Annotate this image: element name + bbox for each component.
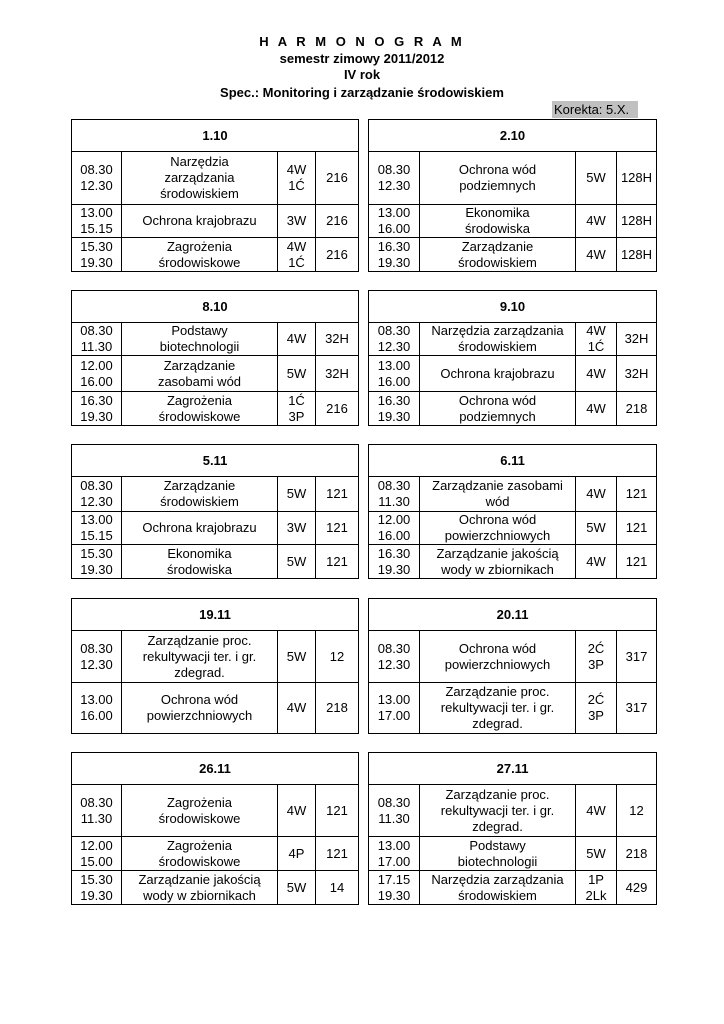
left-time: 08.30 12.30 [72,152,122,205]
left-date: 8.10 [72,291,359,323]
left-subject: Zarządzanie zasobami wód [122,356,278,392]
right-room: 32H [617,356,657,392]
left-time: 15.30 19.30 [72,238,122,272]
right-class-type: 4W [576,545,617,579]
schedule-table [71,290,657,426]
left-room: 121 [316,785,359,837]
left-class-type: 1Ć 3P [278,392,316,426]
right-room: 317 [617,683,657,734]
left-room: 121 [316,837,359,871]
left-room: 218 [316,683,359,734]
left-date: 5.11 [72,445,359,477]
left-class-type: 4W 1Ć [278,152,316,205]
right-class-type: 1P 2Lk [576,871,617,905]
right-class-type: 4W [576,356,617,392]
left-class-type: 3W [278,205,316,238]
correction-badge: Korekta: 5.X. [552,101,638,118]
left-room: 216 [316,205,359,238]
right-subject: Ochrona wód powierzchniowych [420,631,576,683]
right-subject: Ochrona wód powierzchniowych [420,512,576,545]
right-class-type: 4W [576,392,617,426]
right-class-type: 5W [576,512,617,545]
left-room: 121 [316,545,359,579]
left-subject: Narzędzia zarządzania środowiskiem [122,152,278,205]
year-line: IV rok [343,67,381,82]
right-room: 218 [617,837,657,871]
left-time: 08.30 11.30 [72,323,122,356]
left-class-type: 3W [278,512,316,545]
right-room: 121 [617,477,657,512]
left-subject: Zagrożenia środowiskowe [122,238,278,272]
right-subject: Ekonomika środowiska [420,205,576,238]
day-pair-block [71,598,656,734]
date-header-row [72,445,657,477]
right-subject: Narzędzia zarządzania środowiskiem [420,323,576,356]
date-header-row [72,753,657,785]
right-subject: Zarządzanie proc. rekultywacji ter. i gr. zdegrad. [420,785,576,837]
left-subject: Zagrożenia środowiskowe [122,785,278,837]
left-time: 13.00 15.15 [72,205,122,238]
right-time: 17.15 19.30 [369,871,420,905]
column-gap [359,753,369,905]
left-subject: Ochrona wód powierzchniowych [122,683,278,734]
right-room: 12 [617,785,657,837]
left-room: 14 [316,871,359,905]
right-time: 16.30 19.30 [369,238,420,272]
date-header-row [72,120,657,152]
left-room: 121 [316,512,359,545]
left-subject: Ekonomika środowiska [122,545,278,579]
left-class-type: 4P [278,837,316,871]
left-date: 19.11 [72,599,359,631]
day-pair-block [71,444,656,579]
day-pair-block [71,752,656,905]
left-room: 216 [316,392,359,426]
left-time: 15.30 19.30 [72,545,122,579]
left-subject: Zarządzanie jakością wody w zbiornikach [122,871,278,905]
left-room: 216 [316,238,359,272]
right-class-type: 4W [576,785,617,837]
schedule-table [71,444,657,579]
document-title: H A R M O N O G R A M [259,34,465,49]
left-room: 216 [316,152,359,205]
column-gap [359,445,369,579]
right-time: 16.30 19.30 [369,392,420,426]
right-class-type: 4W 1Ć [576,323,617,356]
left-class-type: 5W [278,871,316,905]
right-subject: Zarządzanie zasobami wód [420,477,576,512]
left-time: 16.30 19.30 [72,392,122,426]
right-subject: Zarządzanie proc. rekultywacji ter. i gr. zdegrad. [420,683,576,734]
left-time: 15.30 19.30 [72,871,122,905]
left-class-type: 5W [278,545,316,579]
specialization-line: Spec.: Monitoring i zarządzanie środowiskiem [220,85,504,100]
right-class-type: 2Ć 3P [576,631,617,683]
left-room: 121 [316,477,359,512]
date-header-row [72,291,657,323]
schedule-table [71,598,657,734]
right-class-type: 5W [576,152,617,205]
right-time: 16.30 19.30 [369,545,420,579]
right-room: 218 [617,392,657,426]
left-subject: Zarządzanie proc. rekultywacji ter. i gr. zdegrad. [122,631,278,683]
left-time: 08.30 12.30 [72,477,122,512]
right-date: 27.11 [369,753,657,785]
left-subject: Zagrożenia środowiskowe [122,837,278,871]
left-time: 08.30 11.30 [72,785,122,837]
right-subject: Zarządzanie jakością wody w zbiornikach [420,545,576,579]
left-room: 12 [316,631,359,683]
left-subject: Ochrona krajobrazu [122,512,278,545]
right-class-type: 2Ć 3P [576,683,617,734]
left-class-type: 4W [278,323,316,356]
left-room: 32H [316,356,359,392]
schedule-table [71,752,657,905]
right-time: 08.30 12.30 [369,323,420,356]
right-time: 13.00 17.00 [369,837,420,871]
right-class-type: 4W [576,477,617,512]
right-subject: Ochrona wód podziemnych [420,392,576,426]
day-pair-block [71,119,656,272]
right-room: 32H [617,323,657,356]
left-class-type: 5W [278,477,316,512]
right-subject: Narzędzia zarządzania środowiskiem [420,871,576,905]
left-subject: Zagrożenia środowiskowe [122,392,278,426]
left-subject: Ochrona krajobrazu [122,205,278,238]
right-class-type: 5W [576,837,617,871]
right-time: 08.30 11.30 [369,785,420,837]
right-class-type: 4W [576,238,617,272]
left-class-type: 5W [278,631,316,683]
right-room: 128H [617,205,657,238]
right-subject: Podstawy biotechnologii [420,837,576,871]
left-class-type: 4W [278,683,316,734]
right-room: 429 [617,871,657,905]
column-gap [359,599,369,734]
schedule-table [71,119,657,272]
left-class-type: 5W [278,356,316,392]
right-room: 121 [617,512,657,545]
left-time: 13.00 15.15 [72,512,122,545]
column-gap [359,120,369,272]
date-header-row [72,599,657,631]
left-date: 1.10 [72,120,359,152]
right-date: 2.10 [369,120,657,152]
left-date: 26.11 [72,753,359,785]
right-time: 08.30 12.30 [369,152,420,205]
right-time: 08.30 12.30 [369,631,420,683]
right-time: 08.30 11.30 [369,477,420,512]
right-room: 121 [617,545,657,579]
right-date: 6.11 [369,445,657,477]
right-time: 13.00 17.00 [369,683,420,734]
right-date: 9.10 [369,291,657,323]
left-room: 32H [316,323,359,356]
right-time: 12.00 16.00 [369,512,420,545]
right-subject: Zarządzanie środowiskiem [420,238,576,272]
right-class-type: 4W [576,205,617,238]
left-time: 13.00 16.00 [72,683,122,734]
left-time: 12.00 15.00 [72,837,122,871]
left-time: 08.30 12.30 [72,631,122,683]
semester-line: semestr zimowy 2011/2012 [279,51,445,66]
right-room: 128H [617,238,657,272]
column-gap [359,291,369,426]
right-subject: Ochrona wód podziemnych [420,152,576,205]
right-date: 20.11 [369,599,657,631]
right-time: 13.00 16.00 [369,356,420,392]
right-room: 317 [617,631,657,683]
left-class-type: 4W 1Ć [278,238,316,272]
right-room: 128H [617,152,657,205]
left-class-type: 4W [278,785,316,837]
left-subject: Podstawy biotechnologii [122,323,278,356]
right-time: 13.00 16.00 [369,205,420,238]
left-time: 12.00 16.00 [72,356,122,392]
right-subject: Ochrona krajobrazu [420,356,576,392]
day-pair-block [71,290,656,426]
left-subject: Zarządzanie środowiskiem [122,477,278,512]
